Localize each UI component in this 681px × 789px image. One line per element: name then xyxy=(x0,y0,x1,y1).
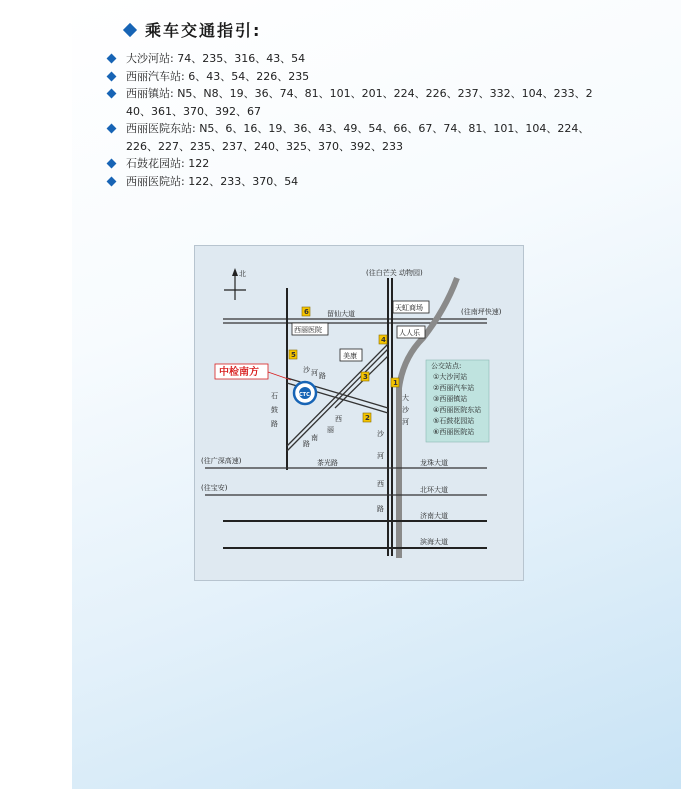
brand-label: 中检南方 xyxy=(219,367,259,378)
road-shahexi-char: 沙 xyxy=(377,430,384,438)
bus-stop-list xyxy=(104,50,596,190)
road-shahelu-char: 沙 xyxy=(303,366,310,374)
stop-marker-1-num: 1 xyxy=(393,379,398,387)
stop-text: 西丽镇站: N5、N8、19、36、74、81、101、201、224、226、237、332、104、233、240、361、370、392、67 xyxy=(126,87,593,118)
stop-marker-2-num: 2 xyxy=(365,414,370,422)
stop-text: 石鼓花园站: 122 xyxy=(126,157,210,170)
road-shahexi-char: 路 xyxy=(377,505,384,513)
legend-item: ②西丽汽车站 xyxy=(433,384,475,392)
shengshi-label: 美康 xyxy=(343,352,357,360)
road-shahexi-char: 河 xyxy=(377,452,384,460)
to-top-label: (往白芒关 动物园) xyxy=(366,269,423,277)
road-jinan-label: 济南大道 xyxy=(420,512,448,520)
stop-text: 西丽医院东站: N5、6、16、19、36、43、49、54、66、67、74、81、101、104、224、226、227、235、237、240、325、370、392、233 xyxy=(126,122,590,153)
map-canvas xyxy=(195,246,523,580)
list-item xyxy=(104,50,596,68)
road-dashahe-char: 大 xyxy=(402,394,409,402)
diamond-bullet-icon xyxy=(107,71,117,81)
legend-item: ④西丽医院东站 xyxy=(433,406,482,414)
diamond-bullet-icon xyxy=(123,22,137,36)
company-logo-icon xyxy=(294,382,316,404)
list-item xyxy=(104,155,596,173)
road-longzhu-label: 龙珠大道 xyxy=(420,459,448,467)
list-item xyxy=(104,85,596,120)
hospital-label: 西丽医院 xyxy=(294,326,322,334)
diamond-bullet-icon xyxy=(107,89,117,99)
logo-text: CTC xyxy=(299,392,310,398)
legend-item: ③西丽镇站 xyxy=(433,395,468,403)
road-liuxian-label: 留仙大道 xyxy=(327,310,355,318)
stop-text: 大沙河站: 74、235、316、43、54 xyxy=(126,52,306,65)
legend-title: 公交站点: xyxy=(431,362,462,370)
road-dashahe-char: 沙 xyxy=(402,406,409,414)
to-baoan-label: (往宝安) xyxy=(201,484,228,492)
road-shahexi-char: 西 xyxy=(377,480,384,488)
list-item xyxy=(104,120,596,155)
road-shahelu-char: 河 xyxy=(311,369,318,377)
road-shahelu-char: 路 xyxy=(319,372,326,380)
stop-text: 西丽医院站: 122、233、370、54 xyxy=(126,174,299,188)
road-xilinan-char: 丽 xyxy=(327,426,334,434)
stop-marker-4-num: 4 xyxy=(381,336,386,344)
diamond-bullet-icon xyxy=(107,159,117,169)
list-item xyxy=(104,173,596,191)
road-chaguang-label: 茶光路 xyxy=(317,459,338,467)
diamond-bullet-icon xyxy=(107,124,117,134)
page-heading xyxy=(125,18,261,41)
legend-item: ⑤石鼓花园站 xyxy=(433,417,475,425)
heading-text: 乘车交通指引: xyxy=(145,21,262,40)
road-xilinan-char: 路 xyxy=(303,440,310,448)
to-nanping-label: (往南坪快速) xyxy=(461,308,502,316)
stop-marker-5-num: 5 xyxy=(291,351,296,359)
list-item xyxy=(104,68,596,86)
stop-marker-3-num: 3 xyxy=(363,373,368,381)
road-beihuan-label: 北环大道 xyxy=(420,486,448,494)
north-label: 北 xyxy=(239,270,246,278)
road-xilinan-char: 南 xyxy=(311,434,318,442)
diamond-bullet-icon xyxy=(107,54,117,64)
diamond-bullet-icon xyxy=(107,176,117,186)
to-guangshen-label: (往广深高速) xyxy=(201,457,242,465)
road-xilinan-char: 西 xyxy=(335,415,342,423)
legend-item: ⑥西丽医院站 xyxy=(433,428,475,436)
stop-text: 西丽汽车站: 6、43、54、226、235 xyxy=(126,69,310,83)
road-shigu-char: 路 xyxy=(271,420,278,428)
renren-label: 人人乐 xyxy=(399,329,420,337)
stop-marker-6-num: 6 xyxy=(304,308,309,316)
road-dashahe-char: 河 xyxy=(402,418,409,426)
road-shigu-char: 石 xyxy=(271,392,278,400)
road-shigu-char: 鼓 xyxy=(271,406,278,414)
road-binhai-label: 滨海大道 xyxy=(420,538,448,546)
tianhong-label: 天虹商场 xyxy=(395,304,423,312)
location-map xyxy=(194,245,524,581)
legend-item: ①大沙河站 xyxy=(433,373,468,381)
